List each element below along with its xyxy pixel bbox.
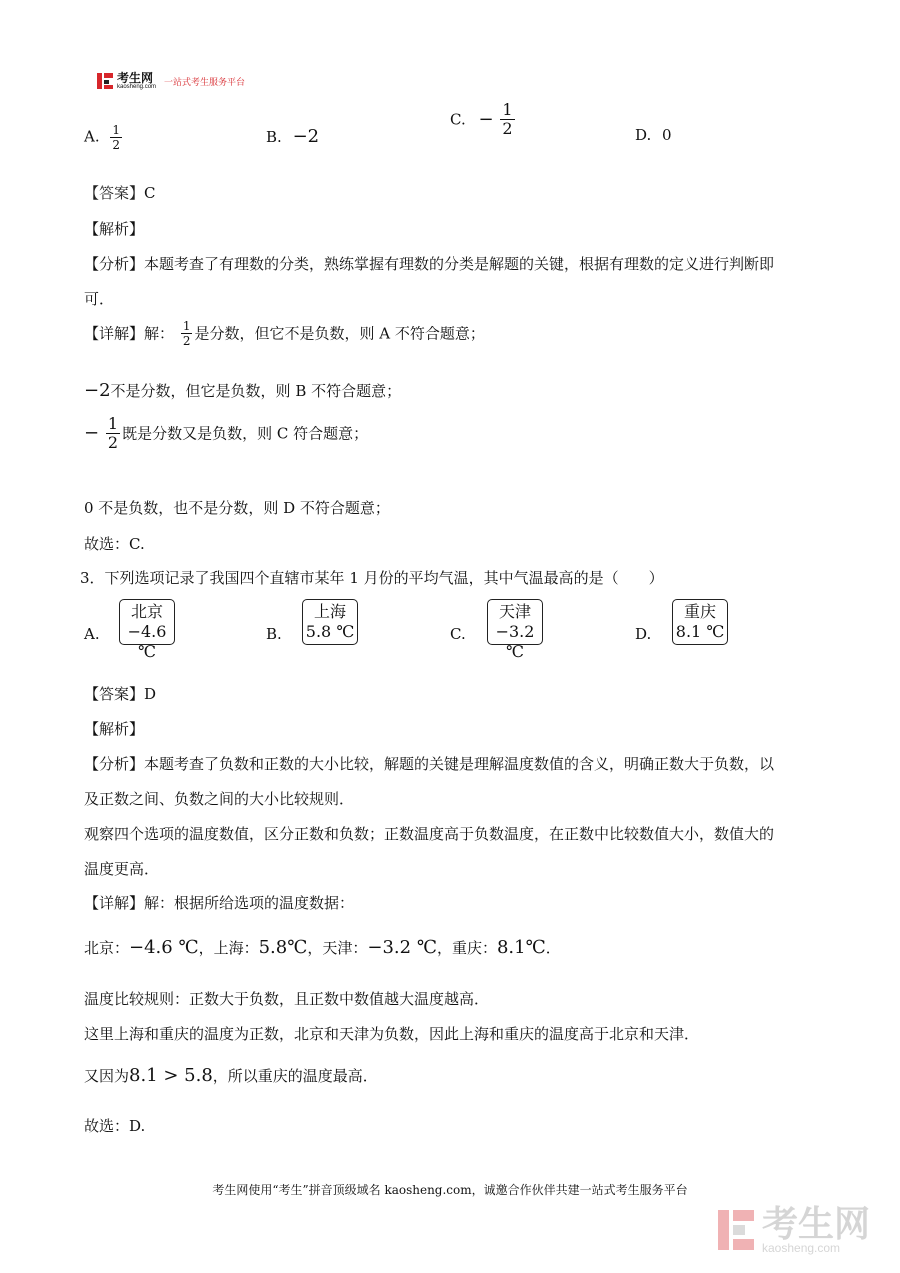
minus-sign: − (84, 422, 100, 444)
q2-fenxi (84, 254, 774, 274)
xiangjie-tag: 【详解】 (84, 324, 145, 343)
kaosheng-watermark-icon (716, 1208, 756, 1252)
option-value: 0 (662, 126, 672, 144)
city-label: 北京： (84, 939, 130, 957)
logo-name: 考生网 (117, 71, 154, 85)
line-text: 是分数，但它不是负数，则 A 不符合题意； (194, 324, 485, 343)
q3-option-a-box (119, 599, 175, 661)
q3-option-d-box (672, 599, 728, 645)
q3-observe: 观察四个选项的温度数值，区分正数和负数；正数温度高于负数温度，在正数中比较数值大小，数值大的 (84, 825, 775, 843)
q2-choose: 故选：C. (84, 535, 145, 553)
fraction-num: 1 (112, 123, 121, 137)
answer-value: C (144, 184, 156, 202)
fraction-one-half (500, 102, 514, 137)
q3-xiangjie (84, 893, 354, 913)
q3-option-a-label: A. (84, 625, 100, 643)
q3-choose: 故选：D. (84, 1117, 146, 1135)
q2-fenxi-cont: 可． (84, 290, 115, 308)
fraction-num: 1 (502, 100, 513, 119)
q2-option-c (450, 102, 517, 137)
q3-analysis-tag: 【解析】 (84, 720, 145, 738)
q2-xiangjie-line4: 0 不是负数，也不是分数，则 D 不符合题意； (84, 499, 390, 517)
value: −2 (84, 380, 111, 401)
q3-answer (84, 684, 156, 704)
xiangjie-text: 解：根据所给选项的温度数据： (144, 894, 355, 912)
temp-value: −4.6 ℃ (129, 937, 199, 958)
city-temp: −4.6 ℃ (127, 622, 167, 661)
fraction-den: 2 (182, 334, 191, 348)
q3-here: 这里上海和重庆的温度为正数，北京和天津为负数，因此上海和重庆的温度高于北京和天津． (84, 1025, 700, 1043)
q2-option-a (84, 124, 124, 151)
fenxi-text: 本题考查了有理数的分类，熟练掌握有理数的分类是解题的关键，根据有理数的定义进行判断即 (144, 255, 775, 273)
logo-slogan: 一站式考生服务平台 (164, 76, 246, 87)
q2-option-b (266, 126, 319, 147)
city-temp: 8.1 ℃ (675, 622, 725, 641)
city-label: ，上海： (198, 939, 259, 957)
city-name: 上海 (313, 602, 346, 621)
because-prefix: 又因为 (84, 1067, 130, 1085)
header-logo (96, 72, 245, 90)
xiangjie-tag: 【详解】 (84, 894, 145, 912)
because-suffix: ，所以重庆的温度最高． (212, 1067, 378, 1085)
temp-value: −3.2 ℃ (367, 937, 437, 958)
option-label: C. (450, 110, 466, 129)
fraction-den: 2 (502, 119, 513, 138)
q3-fenxi-cont: 及正数之间、负数之间的大小比较规则． (84, 790, 355, 808)
option-label: A. (84, 127, 100, 146)
q2-xiangjie-line1 (84, 320, 485, 347)
q3-observe-cont: 温度更高． (84, 860, 160, 878)
math-expression: 8.1 > 5.8 (129, 1065, 213, 1086)
line-text: 不是分数，但它是负数，则 B 不符合题意； (110, 382, 402, 400)
answer-tag: 【答案】 (84, 184, 145, 202)
punct: ． (545, 939, 561, 957)
option-label: B. (266, 128, 282, 146)
line-text: 既是分数又是负数，则 C 符合题意； (122, 424, 369, 443)
temp-value: 5.8℃ (258, 937, 308, 958)
watermark-domain: kaosheng.com (762, 1241, 841, 1255)
q2-answer (84, 183, 156, 203)
answer-tag: 【答案】 (84, 685, 145, 703)
page-footer: 考生网使用“考生”拼音顶级域名 kaosheng.com，诚邀合作伙伴共建一站式考生服务平台 (212, 1183, 688, 1197)
fraction-den: 2 (107, 433, 119, 452)
temp-value: 8.1℃ (496, 937, 546, 958)
fraction-den: 2 (112, 138, 121, 152)
q3-option-b-box (302, 599, 358, 645)
q2-option-d (635, 126, 672, 144)
city-label: ，天津： (307, 939, 368, 957)
xiangjie-prefix: 解： (144, 324, 175, 343)
logo-domain: kaosheng.com (117, 84, 157, 90)
q3-option-b-label: B. (266, 625, 282, 643)
watermark-logo (716, 1203, 871, 1255)
kaosheng-logo-icon (96, 72, 114, 90)
fenxi-text: 本题考查了负数和正数的大小比较，解题的关键是理解温度数值的含义，明确正数大于负数，以 (144, 755, 775, 773)
city-name: 重庆 (683, 602, 716, 621)
minus-sign: − (478, 109, 494, 130)
fraction-one-half (106, 416, 120, 451)
q3-fenxi (84, 754, 774, 774)
fenxi-tag: 【分析】 (84, 755, 145, 773)
city-temp: 5.8 ℃ (305, 622, 355, 641)
q3-temp-data (84, 938, 561, 958)
q2-xiangjie-line3 (84, 416, 368, 451)
option-label: D. (635, 126, 652, 144)
q3-option-d-label: D. (635, 625, 652, 643)
fraction-one-half (110, 124, 122, 151)
option-value: −2 (292, 126, 320, 147)
fenxi-tag: 【分析】 (84, 255, 145, 273)
q3-option-c-box (487, 599, 543, 661)
q3-option-c-label: C. (450, 625, 466, 643)
city-name: 北京 (130, 602, 163, 621)
city-name: 天津 (498, 602, 531, 621)
q2-analysis-tag: 【解析】 (84, 220, 145, 238)
city-label: ，重庆： (436, 939, 497, 957)
q2-xiangjie-line2 (84, 381, 401, 401)
q3-stem: 3．下列选项记录了我国四个直辖市某年 1 月份的平均气温，其中气温最高的是（ ） (80, 569, 664, 587)
fraction-num: 1 (107, 414, 119, 433)
answer-value: D (144, 685, 157, 703)
city-temp: −3.2 ℃ (495, 622, 535, 661)
q3-because (84, 1066, 378, 1086)
watermark-name: 考生网 (762, 1203, 871, 1244)
fraction-one-half (181, 320, 193, 347)
q3-rule: 温度比较规则：正数大于负数，且正数中数值越大温度越高． (84, 990, 490, 1008)
fraction-num: 1 (182, 319, 191, 333)
